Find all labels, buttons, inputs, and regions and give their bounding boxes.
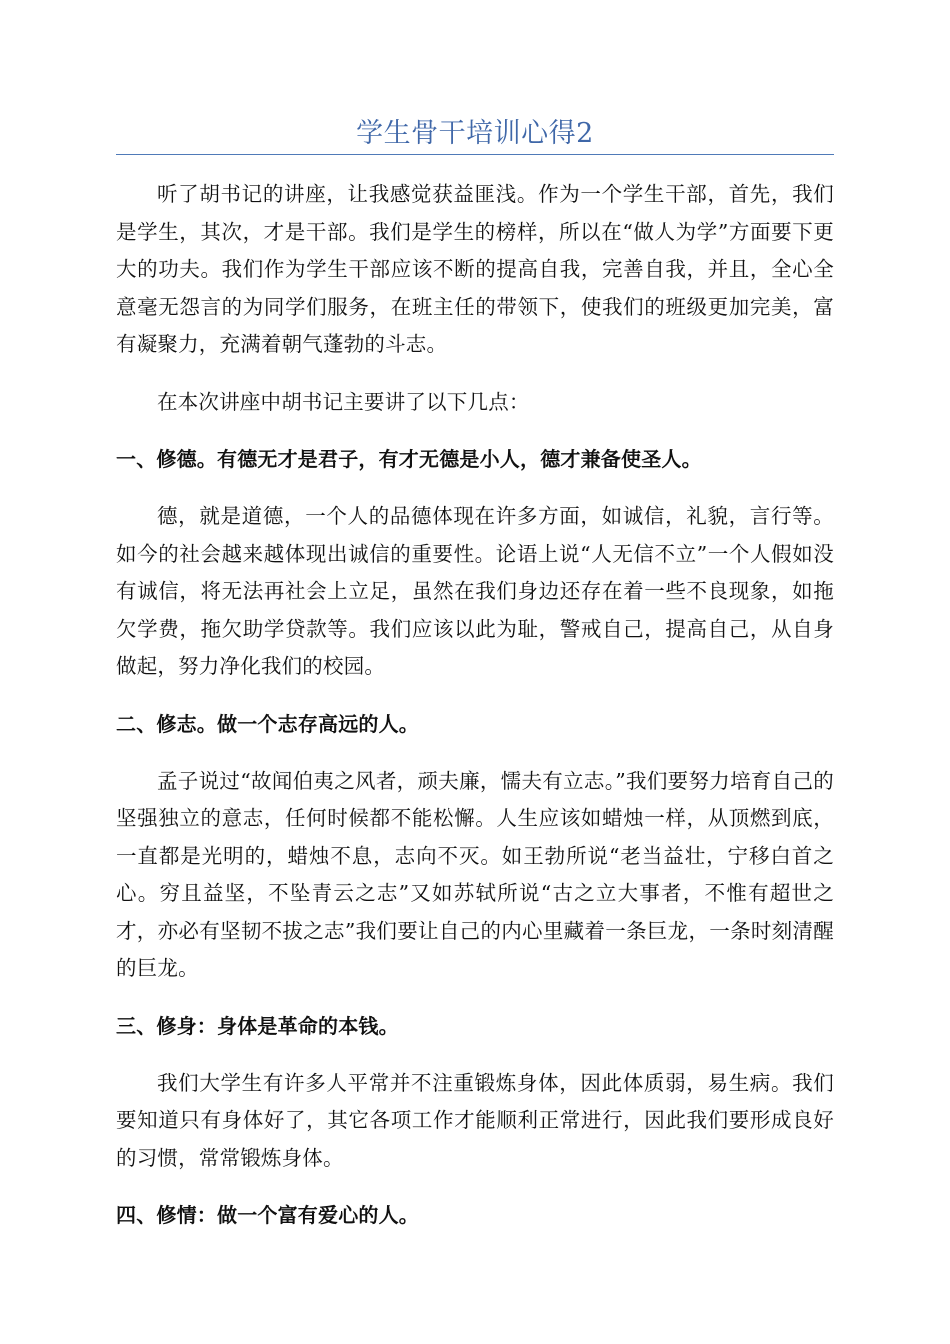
section-body-2: 孟子说过“故闻伯夷之风者，顽夫廉，懦夫有立志。”我们要努力培育自己的坚强独立的意志，任何时候都不能松懈。人生应该如蜡烛一样，从顶燃到底，一直都是光明的，蜡烛不息，志向不灭。如王勃所说“老当益壮，宁移白首之心。穷且益坚，不坠青云之志”又如苏轼所说“古之立大事者，不惟有超世之才，亦必有坚韧不拔之志”我们要让自己的内心里藏着一条巨龙，一条时刻清醒的巨龙。 — [116, 768, 834, 980]
section-heading-2: 二、修志。做一个志存高远的人。 — [116, 711, 419, 736]
section-heading-1: 一、修德。有德无才是君子，有才无德是小人，德才兼备使圣人。 — [116, 447, 702, 471]
document-body — [116, 176, 834, 1254]
section-body-3: 我们大学生有许多人平常并不注重锻炼身体，因此体质弱，易生病。我们要知道只有身体好了，其它各项工作才能顺利正常进行，因此我们要形成良好的习惯，常常锻炼身体。 — [116, 1070, 834, 1170]
lead-in-paragraph: 在本次讲座中胡书记主要讲了以下几点： — [157, 389, 530, 414]
section-heading-4: 四、修情：做一个富有爱心的人。 — [116, 1203, 419, 1227]
section-body-1: 德，就是道德，一个人的品德体现在许多方面，如诚信，礼貌，言行等。如今的社会越来越体现出诚信的重要性。论语上说“人无信不立”一个人假如没有诚信，将无法再社会上立足，虽然在我们身边还存在着一些不良现象，如拖欠学费，拖欠助学贷款等。我们应该以此为耻，警戒自己，提高自己，从自身做起，努力净化我们的校园。 — [116, 504, 834, 678]
intro-paragraph: 听了胡书记的讲座，让我感觉获益匪浅。作为一个学生干部，首先，我们是学生，其次，才是干部。我们是学生的榜样，所以在“做人为学”方面要下更大的功夫。我们作为学生干部应该不断的提高自我，完善自我，并且，全心全意毫无怨言的为同学们服务，在班主任的带领下，使我们的班级更加完美，富有凝聚力，充满着朝气蓬勃的斗志。 — [116, 182, 834, 356]
document-title: 学生骨干培训心得2 — [356, 118, 594, 149]
title-underline — [116, 154, 834, 155]
section-heading-3: 三、修身：身体是革命的本钱。 — [116, 1013, 399, 1038]
